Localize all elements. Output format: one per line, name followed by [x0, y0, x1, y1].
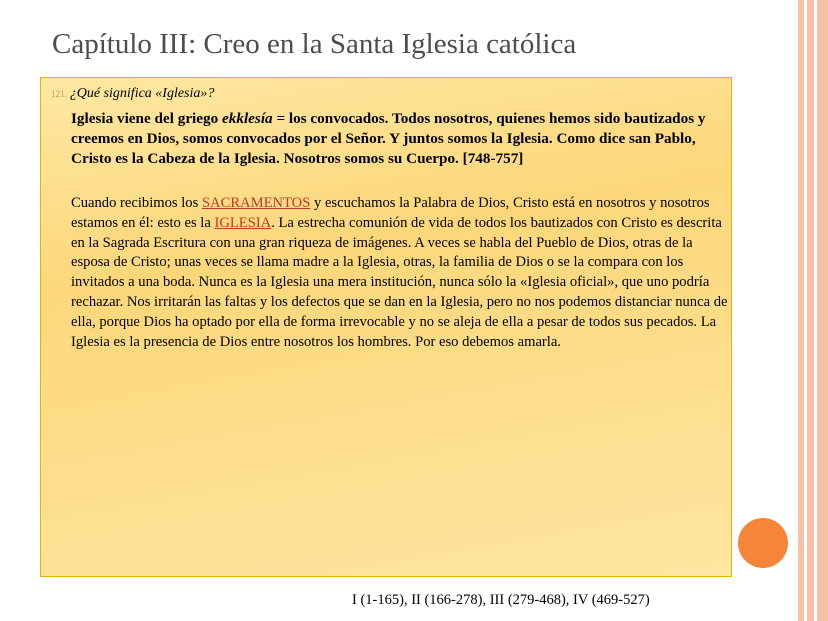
explanation-text: Cuando recibimos los — [71, 195, 202, 211]
decorative-side-stripes — [798, 0, 828, 621]
stripe-divider — [804, 0, 807, 621]
answer-paragraph — [71, 109, 711, 169]
answer-text: = los convocados. Todos nosotros, quienes hemos sido bautizados y creemos en Dios, somos convocados por el Señor. Y juntos somos la Iglesia. Como dice san Pablo, Cristo es la Cabeza de la Iglesia. Nosotros somos su Cuerpo. [748-757] — [71, 110, 706, 167]
answer-term: ekklesía — [222, 110, 273, 127]
explanation-paragraph — [71, 194, 731, 352]
content-box — [40, 77, 732, 577]
answer-text: Iglesia viene del griego — [71, 110, 223, 127]
explanation-text: y escuchamos la Palabra de Dios, Cristo está en nosotros y nosotros estamos en él: esto es la — [71, 195, 710, 231]
sacramentos-link[interactable]: SACRAMENTOS — [201, 195, 311, 211]
explanation-text: . La estrecha comunión de vida de todos los bautizados con Cristo es descrita en la Sagrada Escritura con una gran riqueza de imágenes. A veces se habla del Pueblo de Dios, otras de la esposa de Cristo; unas veces se llama madre a la Iglesia, otras, la familia de Dios o se la compara con los invitados a una boda. Nunca es la Iglesia una mera institución, nunca sólo la «Iglesia oficial», que uno podría rechazar. Nos irritarán las faltas y los defectos que se dan en la Iglesia, pero no nos podemos distanciar nunca de ella, porque Dios ha optado por ella de forma irrevocable y no se aleja de ella a pesar de todos sus pecados. La Iglesia es la presencia de Dios entre nosotros los hombres. Por eso debemos amarla. — [71, 214, 728, 350]
question — [51, 86, 214, 102]
iglesia-link[interactable]: IGLESIA — [214, 214, 272, 231]
footer-text: I (1-165), II (166-278), III (279-468), IV (469-527) — [352, 592, 650, 608]
decorative-circle — [738, 518, 788, 568]
stripe-divider — [814, 0, 817, 621]
slide-title: Capítulo III: Creo en la Santa Iglesia católica — [52, 28, 577, 60]
question-text: ¿Qué significa «Iglesia»? — [69, 86, 215, 101]
question-number: 121. — [51, 89, 67, 99]
